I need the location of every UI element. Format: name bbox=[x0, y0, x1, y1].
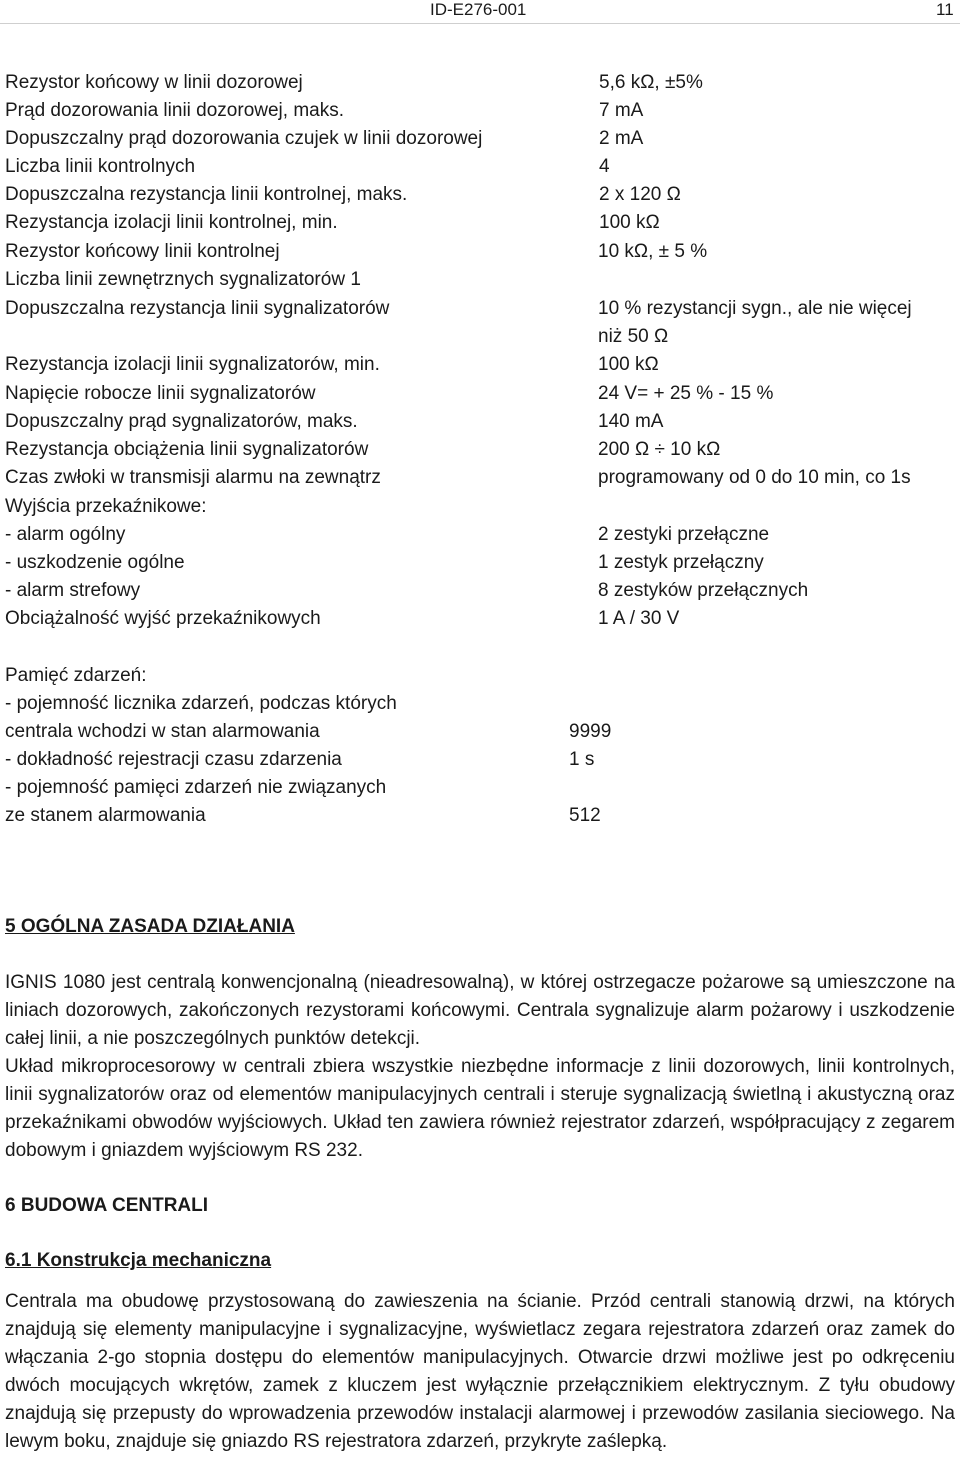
spec-value: niż 50 Ω bbox=[598, 326, 669, 347]
page-header bbox=[0, 0, 960, 24]
spec-value: 100 kΩ bbox=[599, 212, 660, 233]
spec-label: Dopuszczalny prąd sygnalizatorów, maks. bbox=[5, 411, 358, 432]
memory-value: 512 bbox=[569, 805, 601, 826]
spec-label: Dopuszczalna rezystancja linii sygnalizatorów bbox=[5, 298, 390, 319]
spec-row bbox=[5, 464, 955, 492]
memory-value: 1 s bbox=[569, 749, 595, 770]
spec-row bbox=[5, 323, 955, 351]
spec-label: Liczba linii zewnętrznych sygnalizatorów 1 bbox=[5, 269, 361, 290]
spec-row bbox=[5, 436, 955, 464]
memory-row bbox=[5, 718, 955, 746]
spec-label: - alarm strefowy bbox=[5, 580, 141, 601]
memory-label: ze stanem alarmowania bbox=[5, 805, 206, 826]
spec-row bbox=[5, 605, 955, 633]
spec-value: 4 bbox=[599, 156, 610, 177]
spec-value: 100 kΩ bbox=[598, 354, 659, 375]
spec-value: 5,6 kΩ, ±5% bbox=[599, 72, 703, 93]
spec-label: Prąd dozorowania linii dozorowej, maks. bbox=[5, 100, 344, 121]
memory-row bbox=[5, 774, 955, 802]
spec-label: - uszkodzenie ogólne bbox=[5, 552, 185, 573]
spec-row bbox=[5, 577, 955, 605]
memory-value: 9999 bbox=[569, 721, 612, 742]
memory-row bbox=[5, 802, 955, 830]
spec-label: Rezystancja izolacji linii kontrolnej, min. bbox=[5, 212, 338, 233]
spec-value: 10 kΩ, ± 5 % bbox=[598, 241, 708, 262]
spec-label: Dopuszczalny prąd dozorowania czujek w linii dozorowej bbox=[5, 128, 483, 149]
spec-value: 2 zestyki przełączne bbox=[598, 524, 770, 545]
section-5-paragraph-2: Układ mikroprocesorowy w centrali zbiera wszystkie niezbędne informacje z linii dozorowych, linii kontrolnych, linii sygnalizatorów oraz od elementów manipulacyjnych centrali i steruje sygnalizacją świetlną i akustyczną oraz przekaźnikami obwodów wyjściowych. Układ ten zawiera również rejestrator zdarzeń, współpracujący z zegarem dobowym i gniazdem wyjściowym RS 232. bbox=[5, 1056, 955, 1161]
spec-value: 1 zestyk przełączny bbox=[598, 552, 764, 573]
spec-value: 7 mA bbox=[599, 100, 644, 121]
spec-label: Rezystancja izolacji linii sygnalizatorów, min. bbox=[5, 354, 380, 375]
spec-value: 140 mA bbox=[598, 411, 664, 432]
spec-value: 10 % rezystancji sygn., ale nie więcej bbox=[598, 298, 912, 319]
memory-row bbox=[5, 690, 955, 718]
spec-value: 200 Ω ÷ 10 kΩ bbox=[598, 439, 721, 460]
spec-row bbox=[5, 209, 955, 237]
spec-row bbox=[5, 69, 955, 97]
memory-label: - dokładność rejestracji czasu zdarzenia bbox=[5, 749, 342, 770]
section-6-1-paragraph: Centrala ma obudowę przystosowaną do zawieszenia na ścianie. Przód centrali stanowią drzwi, na których znajdują się elementy manipulacyjne i sygnalizacyjne, wyświetlacz zegara rejestratora zdarzeń oraz zamek do włączania 2-go stopnia dostępu do elementów manipulacyjnych. Otwarcie drzwi możliwe jest po odkręceniu dwóch mocujących wkrętów, zamek z kluczem jest wyłącznie przełącznikiem elektrycznym. Z tyłu obudowy znajdują się przepusty do wprowadzenia przewodów instalacji alarmowej i przewodów zasilania sieciowego. Na lewym boku, znajduje się gniazdo RS rejestratora zdarzeń, przykryte zaślepką. bbox=[5, 1291, 955, 1452]
section-5-heading: 5 OGÓLNA ZASADA DZIAŁANIA bbox=[5, 916, 295, 937]
spec-label: Rezystor końcowy w linii dozorowej bbox=[5, 72, 303, 93]
spec-label: Napięcie robocze linii sygnalizatorów bbox=[5, 383, 316, 404]
spec-label: Czas zwłoki w transmisji alarmu na zewnątrz bbox=[5, 467, 381, 488]
spec-row bbox=[5, 266, 955, 294]
spec-row bbox=[5, 97, 955, 125]
memory-label: - pojemność pamięci zdarzeń nie związanych bbox=[5, 777, 387, 798]
memory-label: Pamięć zdarzeń: bbox=[5, 665, 147, 686]
spec-row bbox=[5, 493, 955, 521]
memory-label: - pojemność licznika zdarzeń, podczas których bbox=[5, 693, 397, 714]
spec-value: 1 A / 30 V bbox=[598, 608, 680, 629]
spec-row bbox=[5, 408, 955, 436]
memory-label: centrala wchodzi w stan alarmowania bbox=[5, 721, 320, 742]
spec-row bbox=[5, 351, 955, 379]
spec-row bbox=[5, 125, 955, 153]
section-5-paragraph-1: IGNIS 1080 jest centralą konwencjonalną (nieadresowalną), w której ostrzegacze pożarowe są umieszczone na liniach dozorowych, zakończonych rezystorami końcowymi. Centrala sygnalizuje alarm pożarowy i uszkodzenie całej linii, a nie poszczególnych punktów detekcji. bbox=[5, 972, 955, 1049]
spec-label: Rezystancja obciążenia linii sygnalizatorów bbox=[5, 439, 369, 460]
spec-label: Dopuszczalna rezystancja linii kontrolnej, maks. bbox=[5, 184, 408, 205]
spec-value: programowany od 0 do 10 min, co 1s bbox=[598, 467, 911, 488]
spec-row bbox=[5, 521, 955, 549]
spec-row bbox=[5, 549, 955, 577]
spec-label: Obciążalność wyjść przekaźnikowych bbox=[5, 608, 321, 629]
spec-label: - alarm ogólny bbox=[5, 524, 126, 545]
spec-label: Rezystor końcowy linii kontrolnej bbox=[5, 241, 280, 262]
spec-value: 24 V= + 25 % - 15 % bbox=[598, 383, 774, 404]
spec-value: 8 zestyków przełącznych bbox=[598, 580, 809, 601]
memory-row bbox=[5, 746, 955, 774]
section-6-heading: 6 BUDOWA CENTRALI bbox=[5, 1195, 209, 1216]
spec-row bbox=[5, 153, 955, 181]
memory-row bbox=[5, 662, 955, 690]
page-number: 11 bbox=[936, 0, 954, 19]
spec-row bbox=[5, 238, 955, 266]
section-6-1-heading: 6.1 Konstrukcja mechaniczna bbox=[5, 1250, 272, 1271]
spec-row bbox=[5, 181, 955, 209]
spec-value: 2 mA bbox=[599, 128, 644, 149]
spec-value: 2 x 120 Ω bbox=[599, 184, 681, 205]
spec-label: Liczba linii kontrolnych bbox=[5, 156, 196, 177]
spec-label: Wyjścia przekaźnikowe: bbox=[5, 496, 207, 517]
spec-row bbox=[5, 380, 955, 408]
document-id: ID-E276-001 bbox=[430, 0, 527, 19]
spec-row bbox=[5, 295, 955, 323]
